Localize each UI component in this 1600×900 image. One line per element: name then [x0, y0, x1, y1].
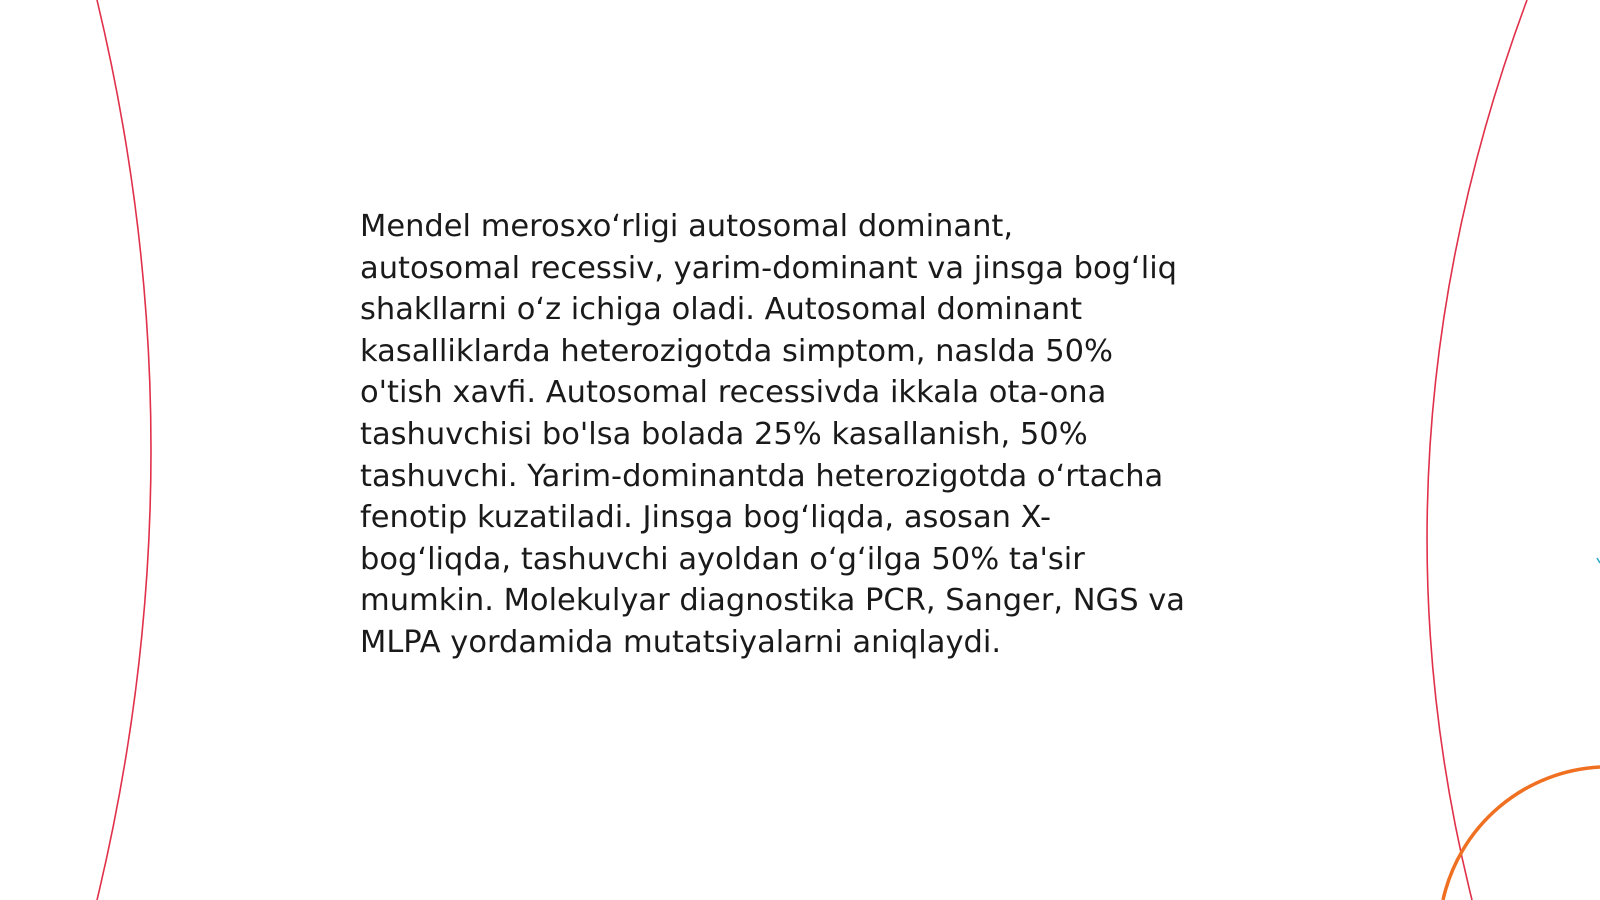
right-arc — [1427, 0, 1527, 900]
left-arc — [97, 0, 151, 900]
body-paragraph: Mendel merosxoʻrligi autosomal dominant, autosomal recessiv, yarim-dominant va jinsga bogʻliq shakllarni oʻz ichiga oladi. Autosomal dominant kasalliklarda heterozigotda simptom, naslda 50% o'tish xavfi. Autosomal recessivda ikkala ota-ona tashuvchisi bo'lsa bolada 25% kasallanish, 50% tashuvchi. Yarim-dominantda heterozigotda oʻrtacha fenotip kuzatiladi. Jinsga bogʻliqda, asosan X- bogʻliqda, tashuvchi ayoldan oʻgʻilga 50% ta'sir mumkin. Molekulyar diagnostika PCR, Sanger, NGS va MLPA yordamida mutatsiyalarni aniqlaydi. — [360, 209, 1185, 660]
